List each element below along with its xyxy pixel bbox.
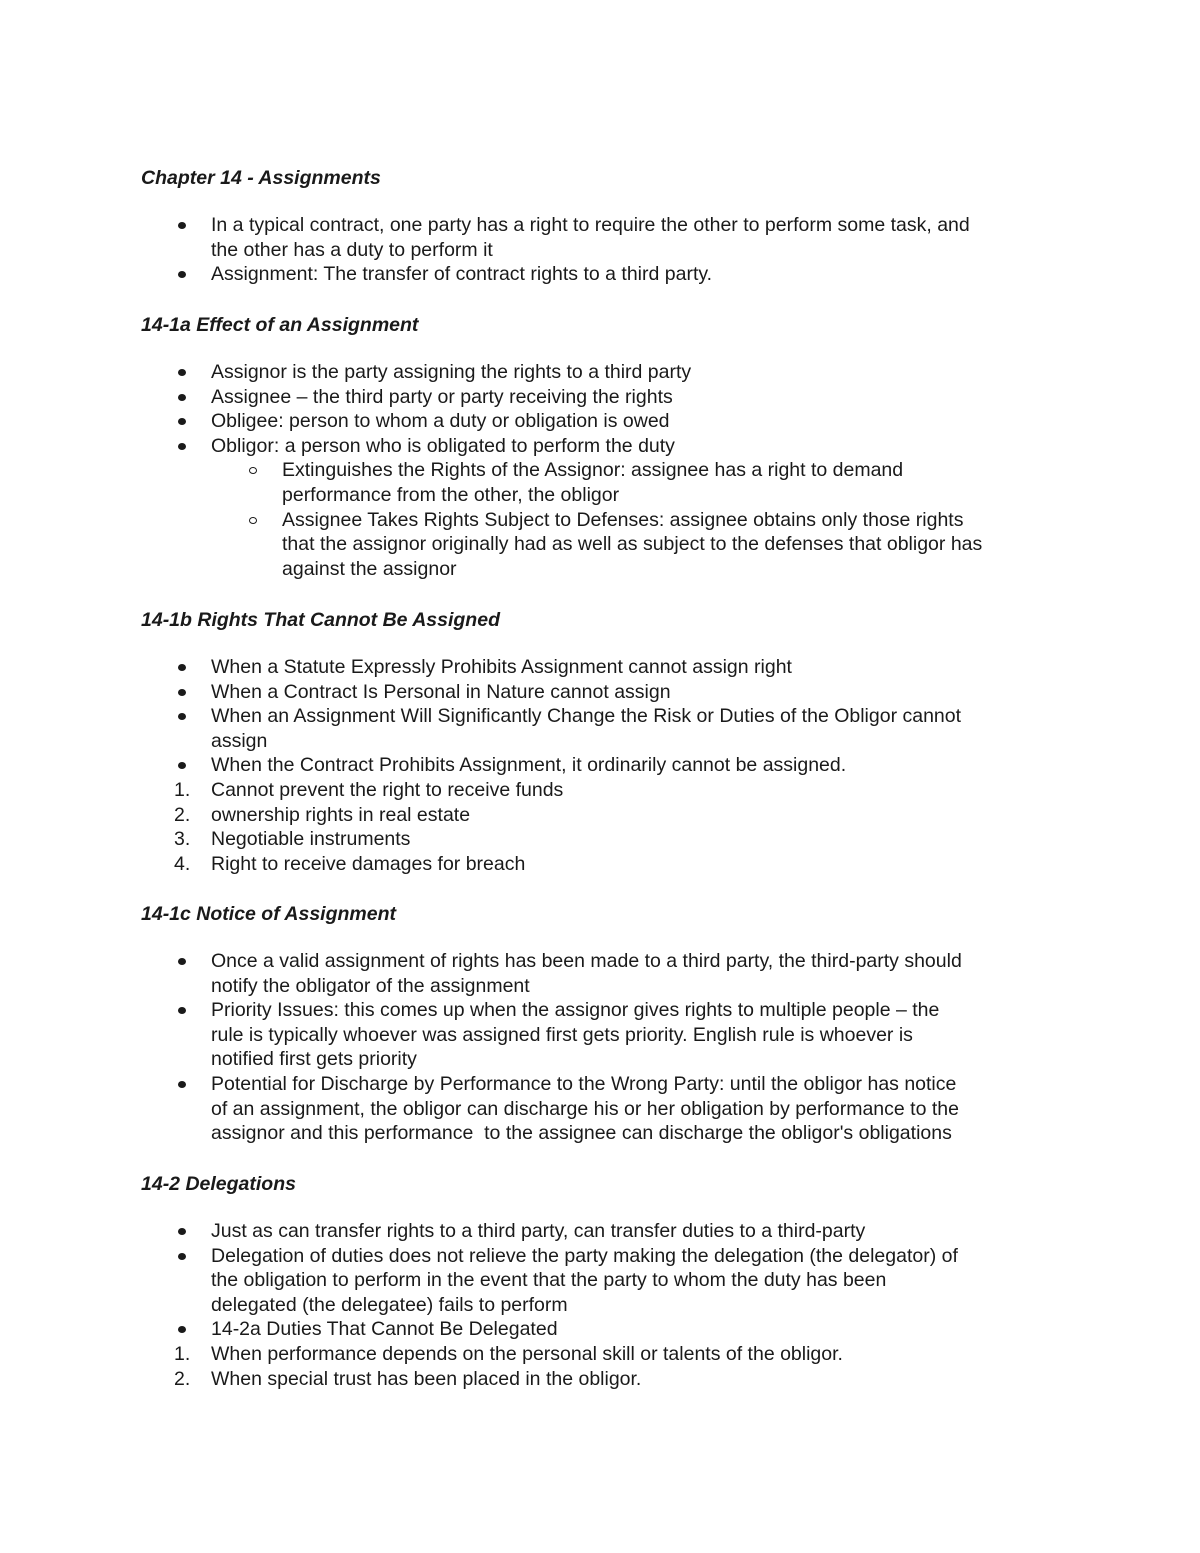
section-heading: 14-1c Notice of Assignment (141, 903, 397, 925)
list-item-text (211, 778, 1071, 803)
text-line: assignor and this performance to the assignee can discharge the obligor's obligations (211, 1122, 952, 1145)
list-item-text (211, 949, 1071, 998)
list-item-text (211, 998, 1071, 1072)
section-heading: 14-2 Delegations (141, 1173, 296, 1195)
text-line: against the assignor (282, 557, 457, 580)
text-line: Negotiable instruments (211, 828, 411, 851)
text-line: Just as can transfer rights to a third party, can transfer duties to a third-party (211, 1220, 866, 1242)
text-line: Assignor is the party assigning the rights to a third party (211, 361, 692, 383)
list-item-text (211, 434, 1071, 459)
list-item-text (211, 704, 1071, 753)
text-line: Once a valid assignment of rights has been made to a third party, the third-party should (211, 950, 962, 972)
list-item-text (211, 1219, 1071, 1244)
text-line: Priority Issues: this comes up when the assignor gives rights to multiple people – the (211, 999, 940, 1022)
text-line: assign (211, 729, 268, 752)
text-line: When a Statute Expressly Prohibits Assignment cannot assign right (211, 656, 792, 678)
bullet-icon (178, 443, 186, 450)
bullet-icon (178, 713, 186, 720)
text-line: When an Assignment Will Significantly Change the Risk or Duties of the Obligor cannot (211, 705, 962, 728)
section-heading: 14-1b Rights That Cannot Be Assigned (141, 609, 500, 631)
text-line: rule is typically whoever was assigned first gets priority. English rule is whoever is (211, 1023, 913, 1046)
list-number: 1. (174, 1343, 191, 1365)
text-line: Delegation of duties does not relieve the party making the delegation (the delegator) of (211, 1244, 958, 1267)
bullet-icon (178, 1081, 186, 1088)
text-line: Potential for Discharge by Performance to the Wrong Party: until the obligor has notice (211, 1073, 957, 1095)
list-number: 2. (174, 1367, 191, 1390)
list-item-text (211, 409, 1071, 434)
text-line: Assignee – the third party or party receiving the rights (211, 385, 673, 408)
bullet-icon (178, 369, 186, 376)
list-item-text (211, 852, 1071, 877)
text-line: ownership rights in real estate (211, 803, 471, 826)
text-line: delegated (the delegatee) fails to perform (211, 1293, 568, 1316)
bullet-icon (178, 689, 186, 696)
text-line: When the Contract Prohibits Assignment, it ordinarily cannot be assigned. (211, 754, 847, 777)
hollow-bullet-icon (249, 517, 257, 524)
bullet-icon (178, 394, 186, 401)
list-item-text (211, 1317, 1071, 1342)
text-line: Right to receive damages for breach (211, 852, 526, 875)
list-item-text (211, 1072, 1071, 1146)
text-line: 14-2a Duties That Cannot Be Delegated (211, 1318, 558, 1341)
list-item-text (211, 655, 1071, 680)
list-item-text (211, 827, 1071, 852)
list-number: 1. (174, 779, 191, 801)
bullet-icon (178, 1253, 186, 1260)
text-line: the other has a duty to perform it (211, 238, 493, 261)
text-line: Assignee Takes Rights Subject to Defenses: assignee obtains only those rights (282, 508, 964, 531)
section-heading: 14-1a Effect of an Assignment (141, 314, 419, 336)
list-item-text (211, 680, 1071, 705)
list-item-text (211, 753, 1071, 778)
section-heading: Chapter 14 - Assignments (141, 167, 381, 189)
hollow-bullet-icon (249, 467, 257, 474)
list-item-text (211, 1342, 1071, 1367)
list-item-text (211, 360, 1071, 385)
text-line: When performance depends on the personal skill or talents of the obligor. (211, 1343, 843, 1365)
text-line: When a Contract Is Personal in Nature cannot assign (211, 680, 671, 703)
list-item-text (211, 262, 1071, 287)
text-line: Obligor: a person who is obligated to perform the duty (211, 434, 675, 457)
list-item-text (211, 803, 1071, 828)
list-item-text (211, 385, 1071, 410)
bullet-icon (178, 1007, 186, 1014)
bullet-icon (178, 1228, 186, 1235)
list-number: 4. (174, 852, 191, 875)
list-item-text (282, 508, 1072, 582)
text-line: Cannot prevent the right to receive funds (211, 779, 564, 801)
text-line: notified first gets priority (211, 1048, 417, 1071)
bullet-icon (178, 222, 186, 229)
text-line: notify the obligator of the assignment (211, 974, 530, 997)
text-line: the obligation to perform in the event that the party to whom the duty has been (211, 1269, 887, 1292)
text-line: of an assignment, the obligor can discharge his or her obligation by performance to the (211, 1097, 959, 1120)
list-item-text (211, 213, 1071, 262)
bullet-icon (178, 958, 186, 965)
text-line: Assignment: The transfer of contract rights to a third party. (211, 263, 713, 286)
bullet-icon (178, 418, 186, 425)
list-number: 3. (174, 828, 191, 851)
text-line: performance from the other, the obligor (282, 483, 620, 506)
text-line: that the assignor originally had as well as subject to the defenses that obligor has (282, 533, 983, 556)
bullet-icon (178, 664, 186, 671)
text-line: In a typical contract, one party has a right to require the other to perform some task, and (211, 214, 970, 236)
bullet-icon (178, 762, 186, 769)
list-item-text (211, 1367, 1071, 1392)
bullet-icon (178, 271, 186, 278)
list-item-text (282, 458, 1072, 507)
text-line: When special trust has been placed in the obligor. (211, 1367, 642, 1390)
bullet-icon (178, 1326, 186, 1333)
text-line: Obligee: person to whom a duty or obligation is owed (211, 410, 670, 433)
text-line: Extinguishes the Rights of the Assignor: assignee has a right to demand (282, 459, 904, 482)
list-number: 2. (174, 803, 191, 826)
list-item-text (211, 1244, 1071, 1318)
